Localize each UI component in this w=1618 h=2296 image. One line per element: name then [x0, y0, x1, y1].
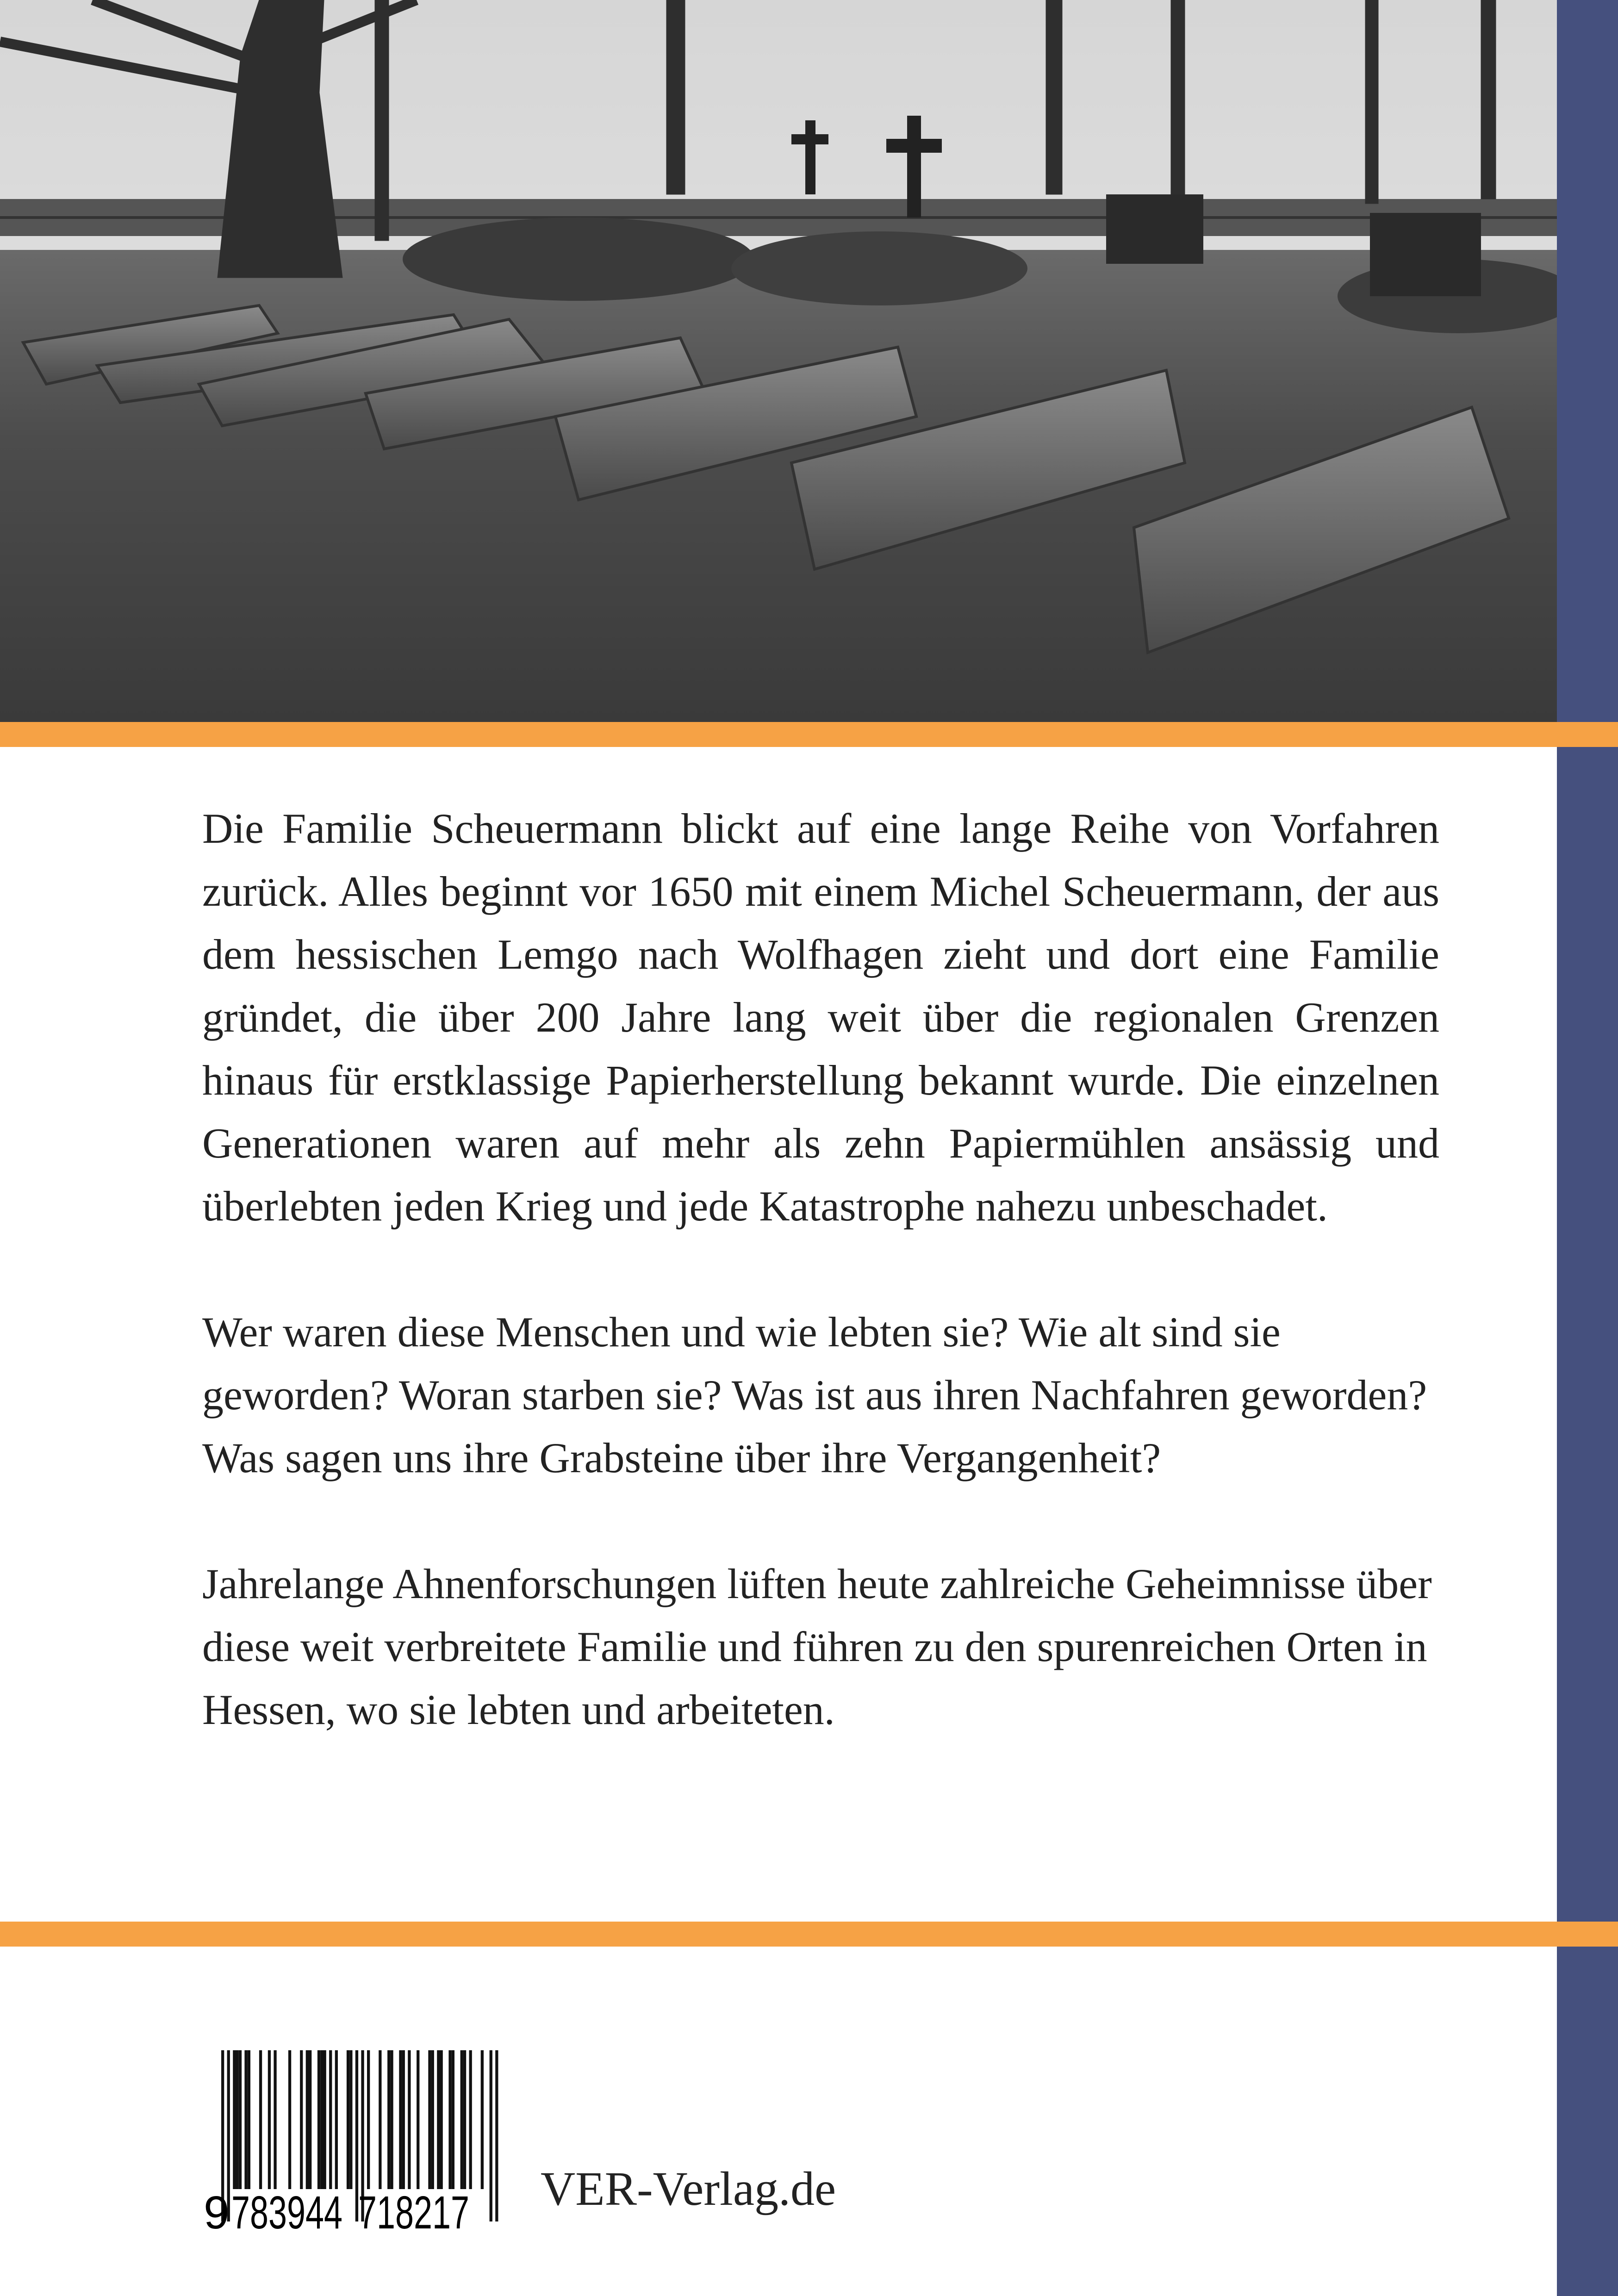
barcode-bar	[452, 2050, 454, 2189]
barcode-bar	[320, 2050, 323, 2189]
isbn-barcode	[204, 2050, 500, 2235]
barcode-bar	[268, 2050, 271, 2189]
blurb	[202, 797, 1439, 1804]
barcode-bar	[236, 2050, 239, 2189]
barcode-bar	[463, 2050, 466, 2189]
barcode-digit-first: 9	[204, 2187, 230, 2235]
cemetery-photo	[0, 0, 1557, 722]
barcode-bar	[347, 2050, 349, 2189]
barcode-bar	[329, 2050, 332, 2189]
barcode-bar	[408, 2050, 411, 2189]
barcode-bar	[437, 2050, 440, 2189]
barcode-bar	[469, 2050, 472, 2189]
barcode-bar	[274, 2050, 276, 2189]
barcode-bar	[399, 2050, 402, 2189]
barcode-bar	[490, 2050, 492, 2221]
blurb-paragraph: Jahrelange Ahnenforschungen lüften heute zahlreiche Geheimnisse über diese weit verbreitete Familie und führen zu den spurenreichen Orten in Hessen, wo sie lebten und arbeiteten.	[202, 1560, 1432, 1733]
barcode-bar	[387, 2050, 390, 2189]
barcode-bar	[335, 2050, 338, 2189]
barcode-bar	[244, 2050, 247, 2189]
barcode-bar	[461, 2050, 463, 2189]
barcode-digits-right: 718217	[358, 2187, 469, 2235]
spine-strip	[1557, 0, 1618, 2296]
barcode-bar	[440, 2050, 443, 2189]
barcode-bar	[233, 2050, 236, 2189]
barcode-bar	[431, 2050, 434, 2189]
accent-band-top	[0, 722, 1618, 747]
barcode-bar	[367, 2050, 370, 2189]
barcode-bar	[309, 2050, 311, 2189]
publisher-website: VER-Verlag.de	[541, 2162, 836, 2215]
barcode-bar	[248, 2050, 250, 2189]
barcode-bar	[300, 2050, 303, 2189]
barcode-bar	[324, 2050, 326, 2189]
barcode-bar	[239, 2050, 242, 2189]
accent-band-bottom	[0, 1922, 1618, 1947]
barcode-digits-left: 783944	[231, 2187, 342, 2235]
barcode-bar	[288, 2050, 291, 2189]
barcode-bar	[306, 2050, 309, 2189]
blurb-paragraph: Wer waren diese Menschen und wie lebten sie? Wie alt sind sie geworden? Woran starben sie? Was ist aus ihren Nachfahren geworden? Was sagen uns ihre Grabsteine über ihre Vergangenheit?	[202, 1308, 1427, 1481]
barcode-bar	[402, 2050, 405, 2189]
barcode-bar	[428, 2050, 431, 2189]
barcode-bar	[349, 2050, 352, 2189]
barcode-bar	[495, 2050, 498, 2221]
blurb-paragraph: Die Familie Scheuermann blickt auf eine lange Reihe von Vorfahren zurück. Alles beginnt vor 1650 mit einem Michel Scheuermann, der aus dem hessischen Lemgo nach Wolfhagen zieht und dort eine Familie gründet, die über 200 Jahre lang weit über die regionalen Grenzen hinaus für erstklassige Papierherstellung bekannt wurde. Die einzelnen Generationen waren auf mehr als zehn Papiermühlen ansässig und überlebten jeden Krieg und jede Katastrophe nahezu unbeschadet.	[202, 805, 1439, 1230]
barcode-bar	[448, 2050, 451, 2189]
barcode-bar	[417, 2050, 419, 2189]
barcode-bar	[481, 2050, 484, 2189]
barcode-bar	[259, 2050, 262, 2189]
barcode-bar	[390, 2050, 393, 2189]
barcode-bar	[379, 2050, 381, 2189]
barcode-bar	[317, 2050, 320, 2189]
